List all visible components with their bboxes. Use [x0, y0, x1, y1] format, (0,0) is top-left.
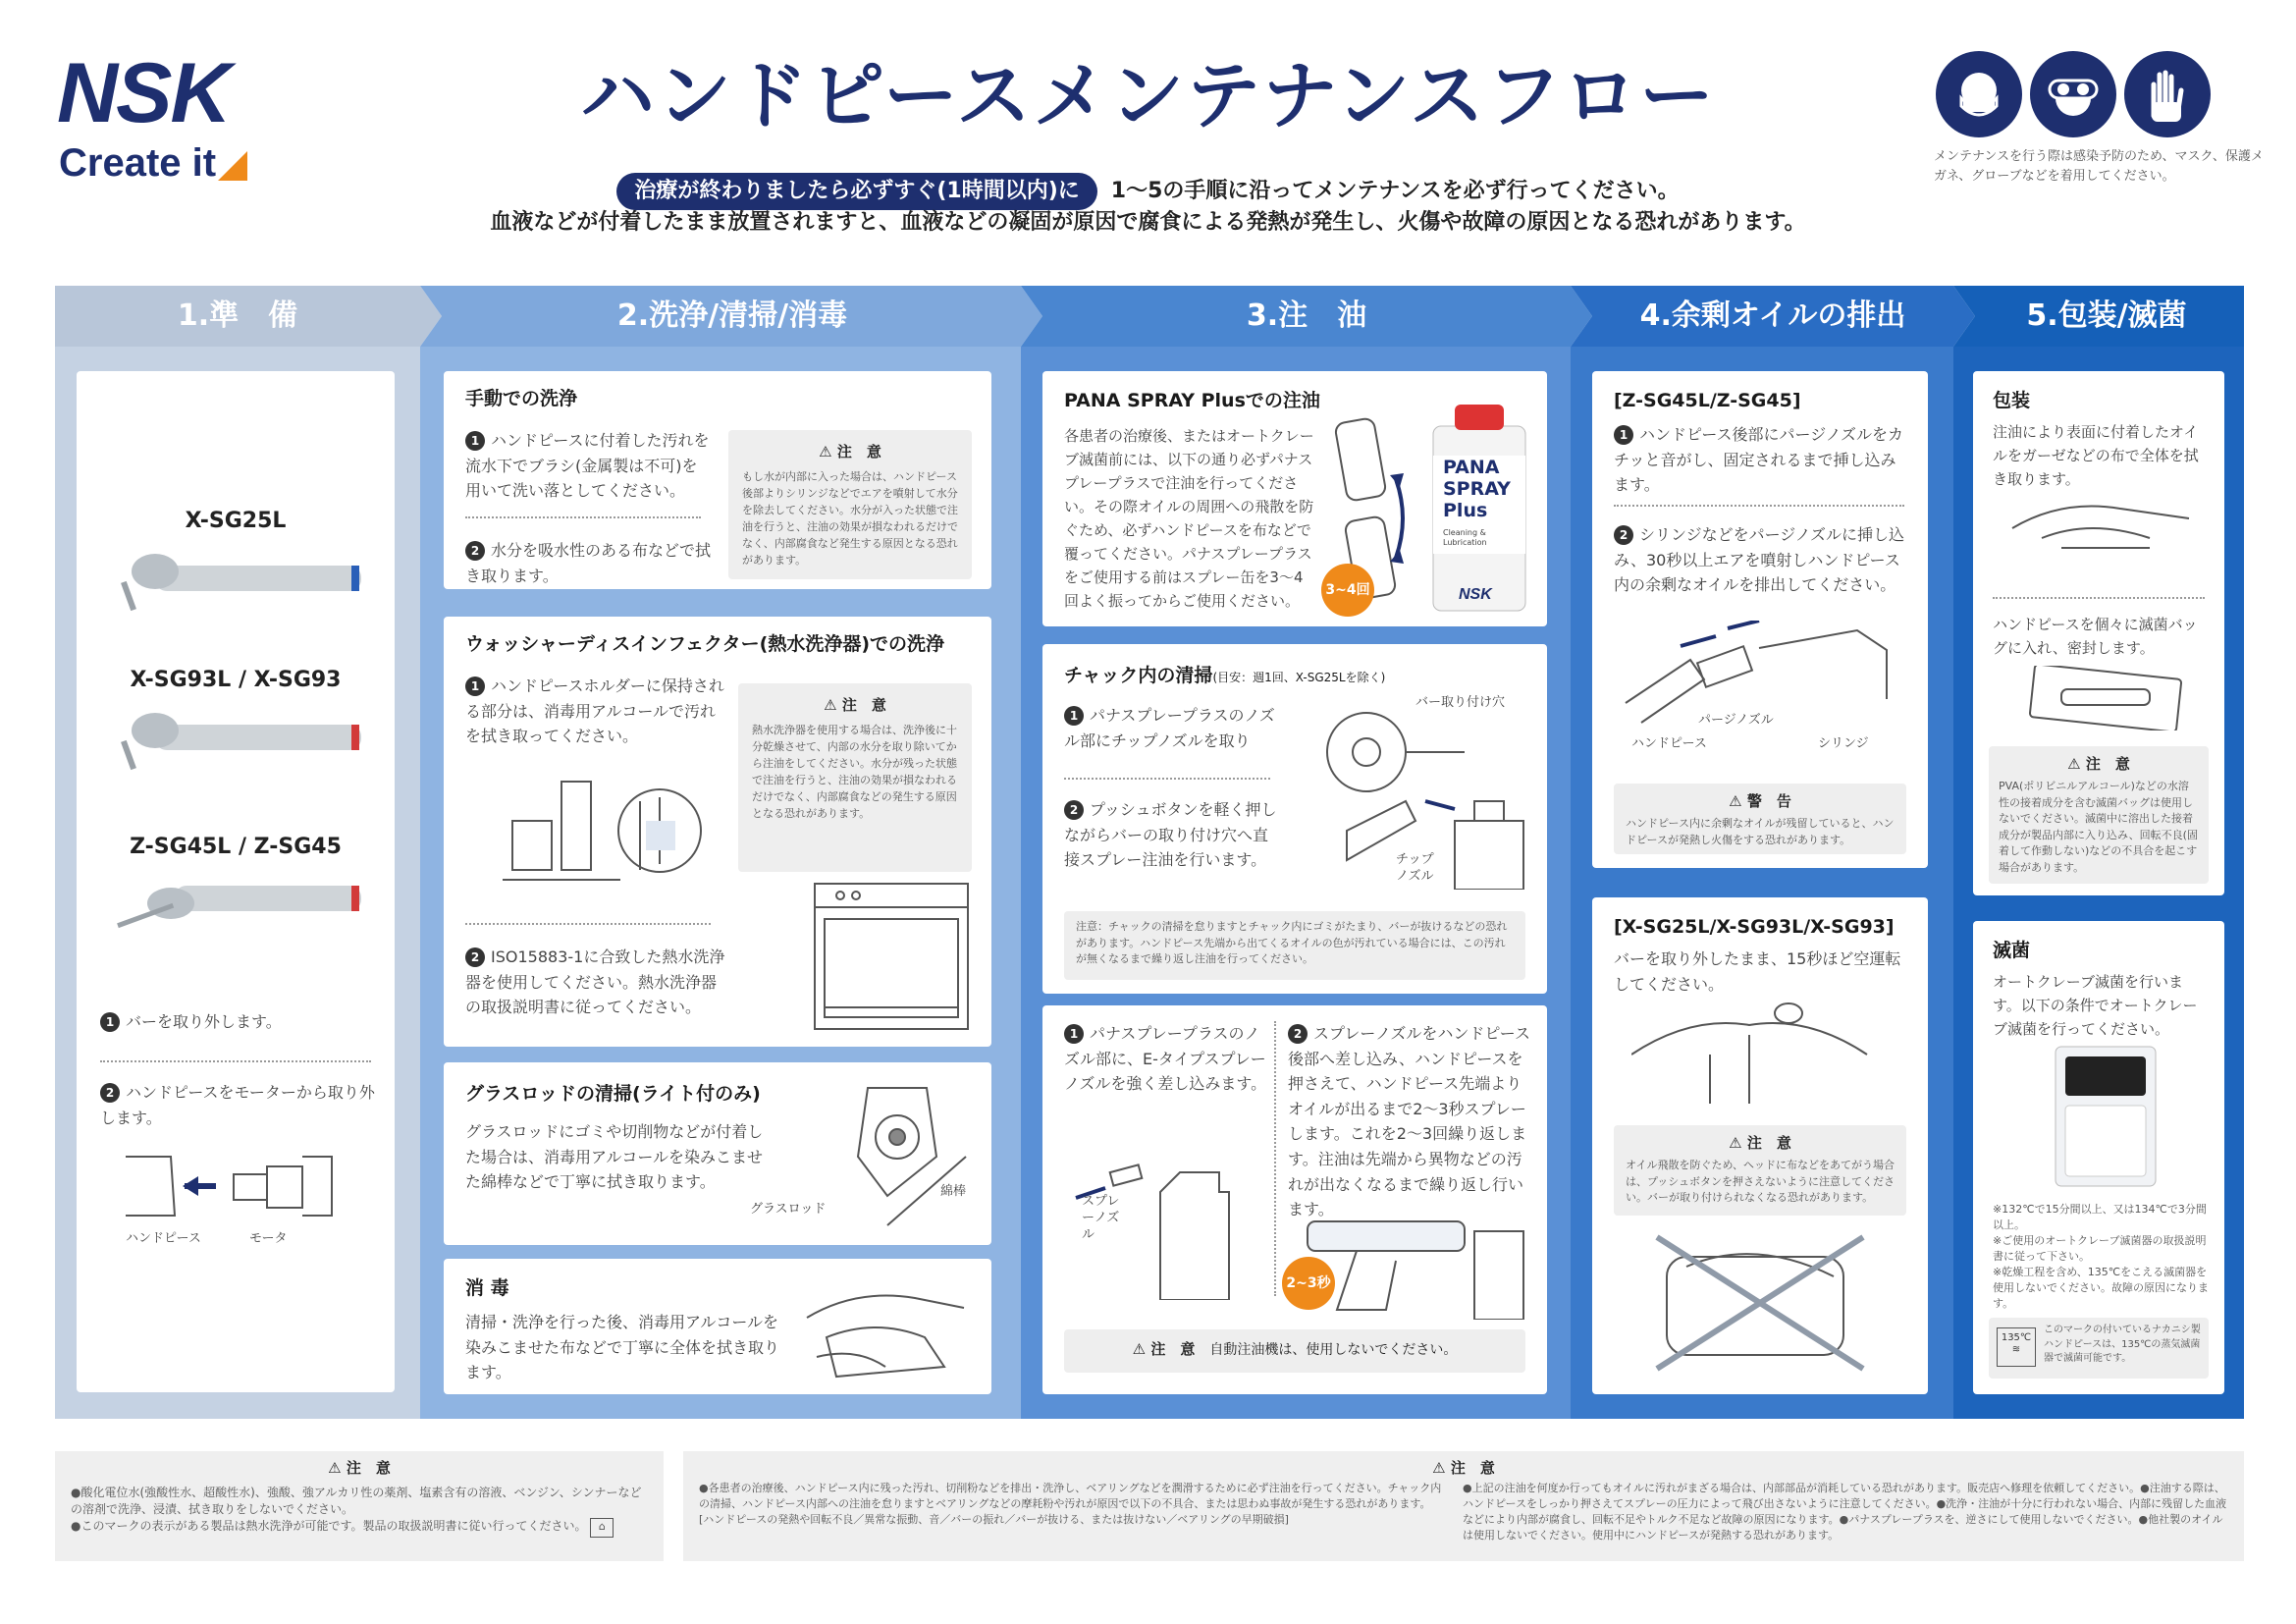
- disinfect-card: [444, 1259, 991, 1394]
- label-handpiece-drain: ハンドピース: [1631, 736, 1707, 751]
- disinfect-title: 消 毒: [465, 1277, 509, 1299]
- manual-caution-text: もし水が内部に入った場合は、ハンドピース後部よりシリンジなどでエアを噴射して水分を除去してください。水分が入った状態で注油を行うと、注油の効果が損なわれるだけでなく、内部腐食など発生する原因となる恐れがあります。: [742, 470, 958, 568]
- chuck-note-box: [1064, 911, 1525, 980]
- inject-caution-box: [1064, 1329, 1525, 1373]
- drain-z-card: [1592, 371, 1928, 868]
- drain-x-card: [1592, 897, 1928, 1394]
- drain-x-title: [X-SG25L/X-SG93L/X-SG93]: [1614, 916, 1895, 938]
- drain-x-caution-box: [1614, 1125, 1906, 1216]
- manual-step-2: 2 水分を吸水性のある布などで拭き取ります。: [465, 541, 712, 585]
- logo-tagline: Create it: [59, 141, 217, 185]
- can-label-1: PANA: [1443, 457, 1500, 478]
- step-banner: [55, 286, 2244, 347]
- holder-wipe-illustration: [503, 762, 709, 899]
- mask-icon: [1936, 51, 2022, 137]
- steril-card: [1973, 921, 2224, 1394]
- pack-card: [1973, 371, 2224, 895]
- gloves-icon: [2124, 51, 2211, 137]
- warning-line: 血液などが付着したまま放置されますと、血液などの凝固が原因で腐食による発熱が発生し、火傷や故障の原因となる恐れがあります。: [490, 210, 1806, 235]
- page-title: ハンドピースメンテナンスフロー: [579, 52, 1717, 139]
- steril-text: オートクレーブ滅菌を行います。以下の条件でオートクレーブ滅菌を行ってください。: [1993, 973, 2198, 1038]
- label-spray-nozzle: スプレーノズル: [1082, 1194, 1120, 1242]
- spray-text: 各患者の治療後、またはオートクレーブ滅菌前には、以下の通り必ずパナスプレープラスで注油を行ってください。その際オイルの周囲への飛散を防ぐため、必ずハンドピースを布などで覆ってください。パナスプレープラスをご使用する前はスプレー缶を3～4回よく振ってからご使用ください。: [1064, 427, 1314, 610]
- can-label-2: SPRAY: [1443, 478, 1511, 500]
- step-1-heading: 1.準 備: [177, 298, 298, 333]
- instruction-text: 1～5の手順に沿ってメンテナンスを必ず行ってください。: [1110, 179, 1680, 203]
- autoclave-illustration: [2052, 1043, 2160, 1190]
- footer-caution-right: [683, 1451, 2244, 1561]
- glassrod-text: グラスロッドにゴミや切削物などが付着した場合は、消毒用アルコールを染みこませた綿棒などで丁寧に拭き取ります。: [465, 1122, 764, 1192]
- drain-x-caution-text: オイル飛散を防ぐため、ヘッドに布などをあてがう場合は、プッシュボタンを押さえないように注意してください。バーが取り付けられなくなる恐れがあります。: [1626, 1159, 1896, 1204]
- chuck-title: チャック内の清掃(目安：週1回、X-SG25Lを除く): [1064, 665, 1386, 686]
- spray-duration-badge: 2~3秒: [1282, 1257, 1335, 1310]
- steril-note-1: ※132℃で15分間以上、又は134℃で3分間以上。: [1993, 1203, 2207, 1231]
- prohibited-illustration: [1647, 1227, 1873, 1379]
- manual-wash-title: 手動での洗浄: [465, 388, 578, 409]
- footer-right-b: ●上記の注油を何度か行ってもオイルに汚れがまざる場合は、内部部品が消耗している恐れがあります。販売店へ修理を依頼してください。●注油する際は、ハンドピースをしっかり押さえてスプレーの圧力によって飛び出さないように注意してください。●洗浄・注油が十分に行われない場合、内部に残留した血液などにより内部が腐食し、回転不足やトルク不足など故障の原因になります。●パナスプレープラスを、逆さにして使用しないでください。●他社製のオイルは使用しないでください。使用中にハンドピースが発熱する恐れがあります。: [1463, 1482, 2227, 1542]
- manual-caution-title: ⚠ 注 意: [819, 443, 881, 460]
- steril-title: 滅菌: [1993, 940, 2031, 961]
- prep-step-1: 1 バーを取り外します。: [100, 1009, 375, 1035]
- pack-title: 包装: [1993, 390, 2031, 411]
- pack-caution-title: ⚠ 注 意: [2067, 755, 2130, 773]
- sterile-bag-illustration: [2022, 666, 2189, 731]
- footer-left-2: ●このマークの表示がある製品は熱水洗浄が可能です。製品の取扱説明書に従い行ってください。 ⌂: [71, 1518, 648, 1538]
- inject-step-1: 1 パナスプレープラスのノズル部に、E-タイプスプレーノズルを強く差し込みます。: [1064, 1024, 1267, 1094]
- thermal-washer-illustration: [811, 880, 972, 1033]
- glassrod-title: グラスロッドの清掃(ライト付のみ): [465, 1083, 761, 1105]
- drain-x-caution-title: ⚠ 注 意: [1729, 1134, 1791, 1152]
- pack-caution-text: PVA(ポリビニルアルコール)などの水溶性の接着成分を含む滅菌バッグは使用しないでください。滅菌中に溶出した接着成分が製品内部に入り込み、回転不良(固着して作動しない)などの不具合を起こす場合があります。: [1999, 780, 2198, 874]
- footer-left-title: ⚠ 注 意: [328, 1459, 391, 1477]
- spray-handpiece-illustration: [1298, 1202, 1533, 1320]
- washer-step-1: 1 ハンドピースホルダーに保持される部分は、消毒用アルコールで汚れを拭き取ってください。: [465, 677, 724, 746]
- model-x-sg93: X-SG93L / X-SG93: [130, 668, 342, 692]
- pana-spray-can: [1425, 397, 1533, 615]
- drain-z-step-1: 1 ハンドピース後部にパージノズルをカチッと音がし、固定されるまで挿し込みます。: [1614, 425, 1903, 495]
- can-small-text: Cleaning & Lubrication: [1443, 528, 1487, 548]
- pack-caution-box: [1989, 746, 2209, 884]
- drain-x-text: バーを取り外したまま、15秒ほど空運転してください。: [1614, 949, 1901, 994]
- inject-card: [1042, 1005, 1547, 1394]
- label-handpiece: ハンドピース: [126, 1231, 201, 1246]
- timing-highlight: 治療が終わりましたら必ずすぐ(1時間以内)に: [616, 173, 1096, 210]
- glassrod-card: [444, 1062, 991, 1245]
- steril-mark-box: [1989, 1318, 2209, 1379]
- chuck-card: [1042, 644, 1547, 994]
- label-glassrod: グラスロッド: [750, 1202, 827, 1217]
- shake-count-badge: 3~4回: [1321, 564, 1374, 617]
- label-bur-hole: バー取り付け穴: [1415, 695, 1506, 710]
- steril-note-3: ※乾燥工程を含め、135℃をこえる滅菌器を使用しないでください。故障の原因になります。: [1993, 1266, 2209, 1310]
- drain-warning-text: ハンドピース内に余剰なオイルが残留していると、ハンドピースが発熱し火傷をする恐れがあります。: [1626, 817, 1895, 846]
- washer-caution-title: ⚠ 注 意: [824, 696, 886, 714]
- chuck-step-2: 2 プッシュボタンを軽く押しながらバーの取り付け穴へ直接スプレー注油を行います。: [1064, 800, 1277, 870]
- ppe-note: メンテナンスを行う際は感染予防のため、マスク、保護メガネ、グローブなどを着用してください。: [1934, 149, 2264, 184]
- inject-step-2: 2 スプレーノズルをハンドピース後部へ差し込み、ハンドピースを押さえて、ハンドピース先端よりオイルが出るまで2～3秒スプレーします。これを2～3回繰り返します。注油は先端から異物などの汚れが出なくなるまで繰り返し行います。: [1288, 1024, 1530, 1219]
- drain-z-title: [Z-SG45L/Z-SG45]: [1614, 390, 1801, 411]
- can-brand: NSK: [1459, 586, 1492, 603]
- step-5-heading: 5.包装/滅菌: [2026, 298, 2187, 333]
- label-motor: モータ: [249, 1231, 288, 1246]
- idle-run-illustration: [1631, 996, 1896, 1104]
- disinfect-text: 清掃・洗浄を行った後、消毒用アルコールを染みこませた布などで丁寧に全体を拭き取ります。: [465, 1313, 780, 1382]
- washer-caution-box: [738, 683, 972, 872]
- footer-left-1: ●酸化電位水(強酸性水、超酸性水)、強酸、強アルカリ性の薬剤、塩素含有の溶液、ベンジン、シンナーなどの溶剤で洗浄、浸漬、拭き取りをしないでください。: [71, 1485, 642, 1516]
- goggles-icon: [2030, 51, 2116, 137]
- drain-warning-box: [1614, 784, 1906, 854]
- drain-z-step-2: 2 シリンジなどをパージノズルに挿し込み、30秒以上エアを噴射しハンドピース内の余剰なオイルを排出してください。: [1614, 525, 1905, 595]
- step-2-heading: 2.洗浄/清掃/消毒: [616, 298, 848, 333]
- washer-step-2: 2 ISO15883-1に合致した熱水洗浄器を使用してください。熱水洗浄器の取扱説明書に従ってください。: [465, 947, 725, 1017]
- model-z-sg45: Z-SG45L / Z-SG45: [130, 835, 342, 859]
- manual-caution-box: [728, 430, 972, 579]
- glassrod-illustration: [828, 1078, 976, 1235]
- steril-mark-note: このマークの付いているナカニシ製ハンドピースは、135℃の蒸気滅菌器で滅菌可能です。: [2044, 1325, 2201, 1364]
- handpiece-z-sg45-image: [116, 870, 371, 943]
- handpiece-x-sg25l-image: [116, 544, 371, 617]
- footer-right-title: ⚠ 注 意: [1432, 1459, 1495, 1477]
- disinfect-illustration: [797, 1269, 974, 1384]
- spray-card: [1042, 371, 1547, 626]
- washer-mark-icon: ⌂: [590, 1518, 614, 1538]
- pack-text-2: ハンドピースを個々に滅菌バッグに入れ、密封します。: [1993, 616, 2198, 657]
- prep-step-2: 2 ハンドピースをモーターから取り外します。: [100, 1083, 375, 1127]
- pack-text-1: 注油により表面に付着したオイルをガーゼなどの布で全体を拭き取ります。: [1993, 423, 2199, 488]
- washer-title: ウォッシャーディスインフェクター(熱水洗浄器)での洗浄: [465, 633, 944, 655]
- chuck-step-1: 1 パナスプレープラスのノズル部にチップノズルを取り: [1064, 706, 1275, 750]
- wipe-oil-illustration: [2002, 489, 2199, 562]
- step-4-heading: 4.余剰オイルの排出: [1639, 298, 1906, 333]
- spray-title: PANA SPRAY Plusでの注油: [1064, 390, 1320, 411]
- footer-right-a: ●各患者の治療後、ハンドピース内に残った汚れ、切削粉などを排出・洗浄し、ベアリングなどを潤滑するために必ず注油を行ってください。チャック内の清掃、ハンドピース内部への注油を怠りますとベアリングなどの摩耗粉や汚れが原因で以下の不具合、または思わぬ事故が発生する恐れがあります。[ハンドピースの発熱や回転不良／異常な振動、音／バーの振れ／バーが抜ける、または抜けない／ベアリングの早期破損]: [699, 1482, 1442, 1526]
- model-x-sg25l: X-SG25L: [185, 509, 287, 533]
- chuck-note-text: 注意：チャックの清掃を怠りますとチャック内にゴミがたまり、バーが抜けるなどの恐れがあります。ハンドピース先端から出てくるオイルの色が汚れている場合には、この汚れが無くなるまで繰り返し注油を行ってください。: [1076, 920, 1508, 965]
- can-label-3: Plus: [1443, 500, 1488, 521]
- washer-card: [444, 617, 991, 1047]
- nsk-logo: NSK: [57, 46, 230, 140]
- prep-card: [77, 371, 395, 1392]
- steril-note-2: ※ご使用のオートクレーブ滅菌器の取扱説明書に従って下さい。: [1993, 1234, 2207, 1263]
- step-3-heading: 3.注 油: [1246, 298, 1367, 333]
- label-syringe: シリンジ: [1818, 736, 1869, 751]
- washer-caution-text: 熱水洗浄器を使用する場合は、洗浄後に十分乾燥させて、内部の水分を取り除いてから注油をしてください。水分が残った状態で注油を行うと、注油の効果が損なわれるだけでなく、内部腐食などの発生する原因となる恐れがあります。: [752, 724, 957, 821]
- inject-caution: ⚠ 注 意 自動注油機は、使用しないでください。: [1132, 1340, 1458, 1358]
- motor-removal-illustration: [126, 1147, 361, 1225]
- manual-wash-card: [444, 371, 991, 589]
- label-purge-nozzle: パージノズル: [1698, 713, 1774, 728]
- 135c-mark-icon: 135℃ ≋: [1997, 1327, 2036, 1367]
- handpiece-x-sg93-image: [116, 703, 371, 776]
- label-swab: 綿棒: [940, 1184, 967, 1199]
- manual-step-1: 1 ハンドピースに付着した汚れを流水下でブラシ(金属製は不可)を用いて洗い落としてください。: [465, 431, 710, 501]
- drain-warning-title: ⚠ 警 告: [1729, 792, 1791, 810]
- label-tip-nozzle: チップノズル: [1396, 852, 1434, 884]
- footer-caution-left: [55, 1451, 664, 1561]
